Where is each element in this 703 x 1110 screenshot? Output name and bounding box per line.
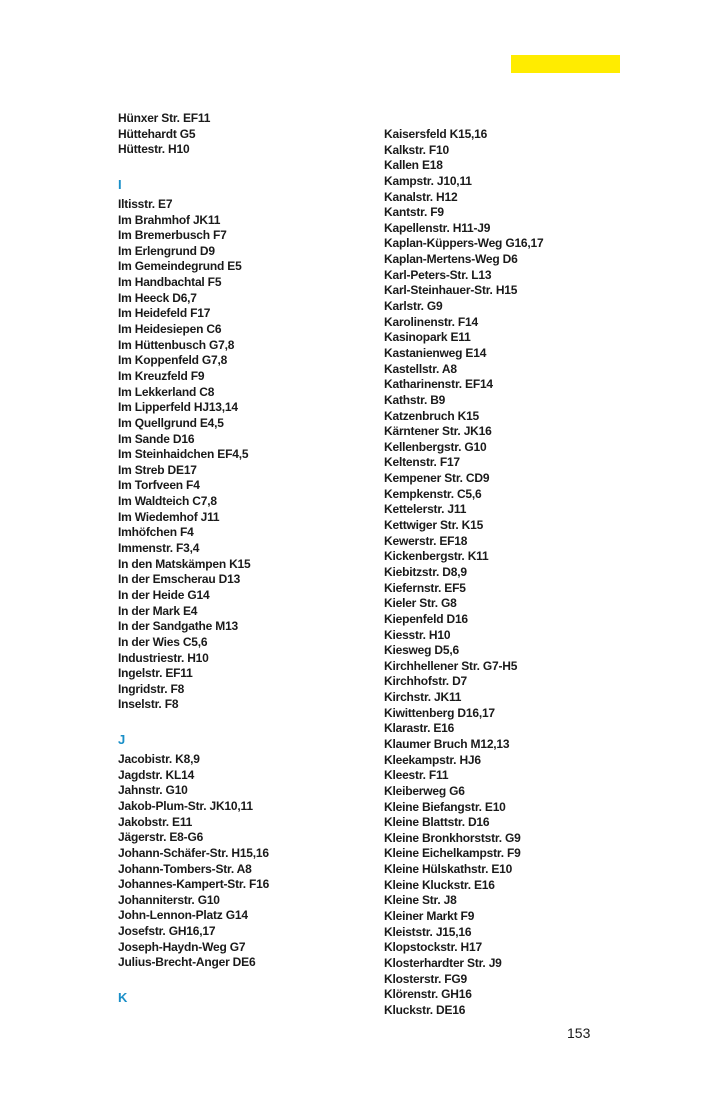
street-entry: Kleiststr. J15,16 bbox=[384, 924, 472, 939]
page-number: 153 bbox=[567, 1025, 591, 1041]
street-entry: Im Waldteich C7,8 bbox=[118, 494, 217, 509]
street-entry: Kastellstr. A8 bbox=[384, 361, 457, 376]
street-entry: John-Lennon-Platz G14 bbox=[118, 908, 248, 923]
street-entry: Klörenstr. GH16 bbox=[384, 987, 472, 1002]
street-entry: Im Sande D16 bbox=[118, 431, 195, 446]
street-entry: Kleine Blattstr. D16 bbox=[384, 815, 490, 830]
street-entry: Im Torfveen F4 bbox=[118, 478, 200, 493]
section-tab-marker bbox=[511, 55, 620, 73]
street-entry: Kasinopark E11 bbox=[384, 330, 471, 345]
street-entry: Kanalstr. H12 bbox=[384, 189, 458, 204]
street-entry: Kantstr. F9 bbox=[384, 205, 444, 220]
street-entry: Joseph-Haydn-Weg G7 bbox=[118, 939, 246, 954]
street-entry: Kampstr. J10,11 bbox=[384, 173, 472, 188]
street-entry: In der Emscherau D13 bbox=[118, 572, 241, 587]
street-entry: In der Wies C5,6 bbox=[118, 634, 208, 649]
index-column-left bbox=[118, 111, 378, 1010]
street-entry: Kaplan-Küppers-Weg G16,17 bbox=[384, 236, 544, 251]
street-entry: Jakob-Plum-Str. JK10,11 bbox=[118, 798, 253, 813]
street-entry: Kleine Kluckstr. E16 bbox=[384, 877, 495, 892]
street-entry: Hünxer Str. EF11 bbox=[118, 111, 211, 125]
street-entry: Ingridstr. F8 bbox=[118, 681, 185, 696]
street-entry: Im Lekkerland C8 bbox=[118, 384, 215, 399]
street-entry: Industriestr. H10 bbox=[118, 650, 209, 665]
street-entry: Kallen E18 bbox=[384, 158, 443, 173]
street-entry: Im Quellgrund E4,5 bbox=[118, 415, 224, 430]
street-entry: Josefstr. GH16,17 bbox=[118, 924, 216, 939]
street-entry: Im Kreuzfeld F9 bbox=[118, 368, 205, 383]
street-entry: Kieler Str. G8 bbox=[384, 596, 457, 611]
street-entry: Klarastr. E16 bbox=[384, 721, 455, 736]
street-entry: Kleine Bronkhorststr. G9 bbox=[384, 830, 521, 845]
street-entry: Inselstr. F8 bbox=[118, 697, 179, 712]
street-entry: Kettelerstr. J11 bbox=[384, 502, 467, 517]
street-entry: Im Hüttenbusch G7,8 bbox=[118, 337, 235, 352]
street-entry: Imhöfchen F4 bbox=[118, 525, 194, 540]
street-entry: Klosterstr. FG9 bbox=[384, 971, 468, 986]
street-entry: Kewerstr. EF18 bbox=[384, 533, 468, 548]
street-entry: Johann-Schäfer-Str. H15,16 bbox=[118, 845, 269, 860]
street-entry: Julius-Brecht-Anger DE6 bbox=[118, 955, 256, 970]
street-entry: Hüttehardt G5 bbox=[118, 126, 196, 141]
street-entry: Johannes-Kampert-Str. F16 bbox=[118, 877, 270, 892]
street-entry: Klaumer Bruch M12,13 bbox=[384, 736, 510, 751]
street-entry: Immenstr. F3,4 bbox=[118, 541, 200, 556]
street-entry: Kiwittenberg D16,17 bbox=[384, 705, 495, 720]
street-entry: Kleine Str. J8 bbox=[384, 893, 457, 908]
street-entry: Kaisersfeld K15,16 bbox=[384, 127, 488, 141]
street-entry: Kickenbergstr. K11 bbox=[384, 549, 489, 564]
street-entry: Im Erlengrund D9 bbox=[118, 243, 215, 258]
street-entry: Kleekampstr. HJ6 bbox=[384, 752, 481, 767]
street-entry: Kathstr. B9 bbox=[384, 392, 446, 407]
street-entry: Im Heidesiepen C6 bbox=[118, 322, 222, 337]
street-entry: Kiebitzstr. D8,9 bbox=[384, 564, 467, 579]
street-entry: Kiefernstr. EF5 bbox=[384, 580, 466, 595]
street-entry: Im Handbachtal F5 bbox=[118, 275, 222, 290]
street-entry: Kirchhofstr. D7 bbox=[384, 674, 468, 689]
street-entry: Iltisstr. E7 bbox=[118, 196, 173, 211]
street-entry: Kleiberweg G6 bbox=[384, 783, 465, 798]
street-entry: Jahnstr. G10 bbox=[118, 783, 188, 798]
street-entry: Im Heeck D6,7 bbox=[118, 290, 197, 305]
street-entry: Jacobistr. K8,9 bbox=[118, 752, 200, 767]
street-entry: Jakobstr. E11 bbox=[118, 814, 193, 829]
street-entry: Im Brahmhof JK11 bbox=[118, 212, 221, 227]
street-entry: Kleiner Markt F9 bbox=[384, 909, 475, 924]
street-entry: Im Heidefeld F17 bbox=[118, 306, 211, 321]
street-entry: Kettwiger Str. K15 bbox=[384, 518, 484, 533]
street-entry: Hüttestr. H10 bbox=[118, 142, 190, 157]
street-entry: Karlstr. G9 bbox=[384, 299, 443, 314]
index-column-right bbox=[384, 127, 644, 1019]
street-entry: Kapellenstr. H11-J9 bbox=[384, 220, 491, 235]
letter-heading: K bbox=[118, 990, 128, 1006]
street-entry: In der Mark E4 bbox=[118, 603, 198, 618]
street-entry: Klopstockstr. H17 bbox=[384, 940, 482, 955]
street-entry: Jägerstr. E8-G6 bbox=[118, 830, 204, 845]
street-entry: Kalkstr. F10 bbox=[384, 142, 449, 157]
street-entry: Kleestr. F11 bbox=[384, 768, 449, 783]
street-entry: Karl-Steinhauer-Str. H15 bbox=[384, 283, 518, 298]
street-entry: Kempkenstr. C5,6 bbox=[384, 486, 482, 501]
street-entry: Kleine Hülskathstr. E10 bbox=[384, 862, 513, 877]
letter-heading: I bbox=[118, 176, 122, 192]
street-entry: Im Steinhaidchen EF4,5 bbox=[118, 447, 249, 462]
street-entry: Katzenbruch K15 bbox=[384, 408, 480, 423]
street-entry: Kirchstr. JK11 bbox=[384, 690, 462, 705]
street-entry: Klosterhardter Str. J9 bbox=[384, 955, 502, 970]
street-entry: Kiesstr. H10 bbox=[384, 627, 451, 642]
street-entry: In den Matskämpen K15 bbox=[118, 556, 251, 571]
street-entry: Ingelstr. EF11 bbox=[118, 666, 193, 681]
street-entry: Im Koppenfeld G7,8 bbox=[118, 353, 228, 368]
street-entry: Kärntener Str. JK16 bbox=[384, 424, 492, 439]
street-entry: Kellenbergstr. G10 bbox=[384, 439, 487, 454]
street-entry: Im Gemeindegrund E5 bbox=[118, 259, 242, 274]
street-entry: Im Wiedemhof J11 bbox=[118, 509, 220, 524]
street-entry: Kiepenfeld D16 bbox=[384, 611, 468, 626]
street-entry: Karl-Peters-Str. L13 bbox=[384, 267, 492, 282]
street-entry: Kluckstr. DE16 bbox=[384, 1002, 466, 1017]
street-entry: Kempener Str. CD9 bbox=[384, 471, 490, 486]
street-entry: In der Sandgathe M13 bbox=[118, 619, 239, 634]
street-entry: Johanniterstr. G10 bbox=[118, 892, 220, 907]
street-entry: Keltenstr. F17 bbox=[384, 455, 460, 470]
street-entry: In der Heide G14 bbox=[118, 587, 210, 602]
street-entry: Kaplan-Mertens-Weg D6 bbox=[384, 252, 518, 267]
street-entry: Jagdstr. KL14 bbox=[118, 767, 195, 782]
street-entry: Kirchhellener Str. G7-H5 bbox=[384, 658, 518, 673]
street-entry: Johann-Tombers-Str. A8 bbox=[118, 861, 252, 876]
street-entry: Kiesweg D5,6 bbox=[384, 643, 459, 658]
letter-heading: J bbox=[118, 732, 126, 748]
street-entry: Kleine Eichelkampstr. F9 bbox=[384, 846, 521, 861]
street-entry: Im Bremerbusch F7 bbox=[118, 228, 227, 243]
street-entry: Im Streb DE17 bbox=[118, 462, 197, 477]
street-entry: Karolinenstr. F14 bbox=[384, 314, 478, 329]
street-entry: Kastanienweg E14 bbox=[384, 345, 487, 360]
street-entry: Im Lipperfeld HJ13,14 bbox=[118, 400, 238, 415]
street-entry: Katharinenstr. EF14 bbox=[384, 377, 493, 392]
street-entry: Kleine Biefangstr. E10 bbox=[384, 799, 506, 814]
